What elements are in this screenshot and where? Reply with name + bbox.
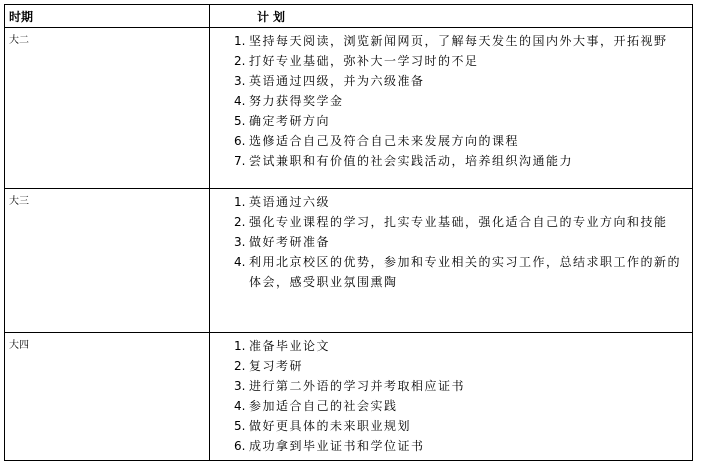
list-item bbox=[234, 436, 684, 456]
table-row-year3 bbox=[5, 189, 693, 333]
item-number: 4. bbox=[234, 255, 246, 269]
plan-cell bbox=[210, 189, 693, 333]
item-text: 做好更具体的未来职业规划 bbox=[249, 419, 412, 433]
item-number: 7. bbox=[234, 154, 246, 168]
table-row-year4 bbox=[5, 333, 693, 461]
list-item bbox=[234, 51, 684, 71]
plan-table bbox=[4, 4, 693, 461]
item-number: 3. bbox=[234, 74, 246, 88]
item-text: 选修适合自己及符合自己未来发展方向的课程 bbox=[249, 134, 520, 148]
item-number: 5. bbox=[234, 114, 246, 128]
list-item bbox=[234, 356, 684, 376]
item-number: 1. bbox=[234, 195, 246, 209]
list-item bbox=[234, 111, 684, 131]
list-item bbox=[234, 71, 684, 91]
item-text: 强化专业课程的学习，扎实专业基础，强化适合自己的专业方向和技能 bbox=[249, 215, 668, 229]
period-cell: 大三 bbox=[5, 189, 210, 333]
header-period: 时期 bbox=[5, 5, 210, 28]
item-number: 1. bbox=[234, 339, 246, 353]
item-text: 努力获得奖学金 bbox=[249, 94, 344, 108]
plan-list bbox=[234, 31, 684, 171]
item-text: 利用北京校区的优势，参加和专业相关的实习工作，总结求职工作的新的体会，感受职业氛围熏陶 bbox=[249, 255, 682, 289]
plan-list bbox=[234, 192, 684, 292]
list-item bbox=[234, 31, 684, 51]
item-text: 打好专业基础，弥补大一学习时的不足 bbox=[249, 54, 479, 68]
list-item bbox=[234, 151, 684, 171]
item-text: 英语通过四级，并为六级准备 bbox=[249, 74, 425, 88]
item-number: 2. bbox=[234, 54, 246, 68]
table-header-row bbox=[5, 5, 693, 28]
item-number: 1. bbox=[234, 34, 246, 48]
item-number: 5. bbox=[234, 419, 246, 433]
item-text: 做好考研准备 bbox=[249, 235, 331, 249]
item-text: 尝试兼职和有价值的社会实践活动，培养组织沟通能力 bbox=[249, 154, 574, 168]
header-plan: 计划 bbox=[210, 5, 693, 28]
list-item bbox=[234, 252, 684, 292]
item-text: 复习考研 bbox=[249, 359, 304, 373]
item-number: 3. bbox=[234, 379, 246, 393]
item-text: 准备毕业论文 bbox=[249, 339, 331, 353]
item-number: 4. bbox=[234, 94, 246, 108]
list-item bbox=[234, 336, 684, 356]
item-text: 英语通过六级 bbox=[249, 195, 331, 209]
list-item bbox=[234, 376, 684, 396]
item-number: 6. bbox=[234, 134, 246, 148]
list-item bbox=[234, 416, 684, 436]
period-cell: 大四 bbox=[5, 333, 210, 461]
plan-list bbox=[234, 336, 684, 456]
item-text: 坚持每天阅读，浏览新闻网页，了解每天发生的国内外大事，开拓视野 bbox=[249, 34, 668, 48]
list-item bbox=[234, 192, 684, 212]
item-text: 参加适合自己的社会实践 bbox=[249, 399, 398, 413]
item-number: 4. bbox=[234, 399, 246, 413]
item-text: 成功拿到毕业证书和学位证书 bbox=[249, 439, 425, 453]
plan-cell bbox=[210, 28, 693, 189]
item-number: 6. bbox=[234, 439, 246, 453]
item-text: 进行第二外语的学习并考取相应证书 bbox=[249, 379, 466, 393]
list-item bbox=[234, 91, 684, 111]
period-cell: 大二 bbox=[5, 28, 210, 189]
item-text: 确定考研方向 bbox=[249, 114, 331, 128]
plan-cell bbox=[210, 333, 693, 461]
item-number: 3. bbox=[234, 235, 246, 249]
list-item bbox=[234, 396, 684, 416]
list-item bbox=[234, 212, 684, 232]
item-number: 2. bbox=[234, 359, 246, 373]
list-item bbox=[234, 232, 684, 252]
item-number: 2. bbox=[234, 215, 246, 229]
table-row-year2 bbox=[5, 28, 693, 189]
list-item bbox=[234, 131, 684, 151]
